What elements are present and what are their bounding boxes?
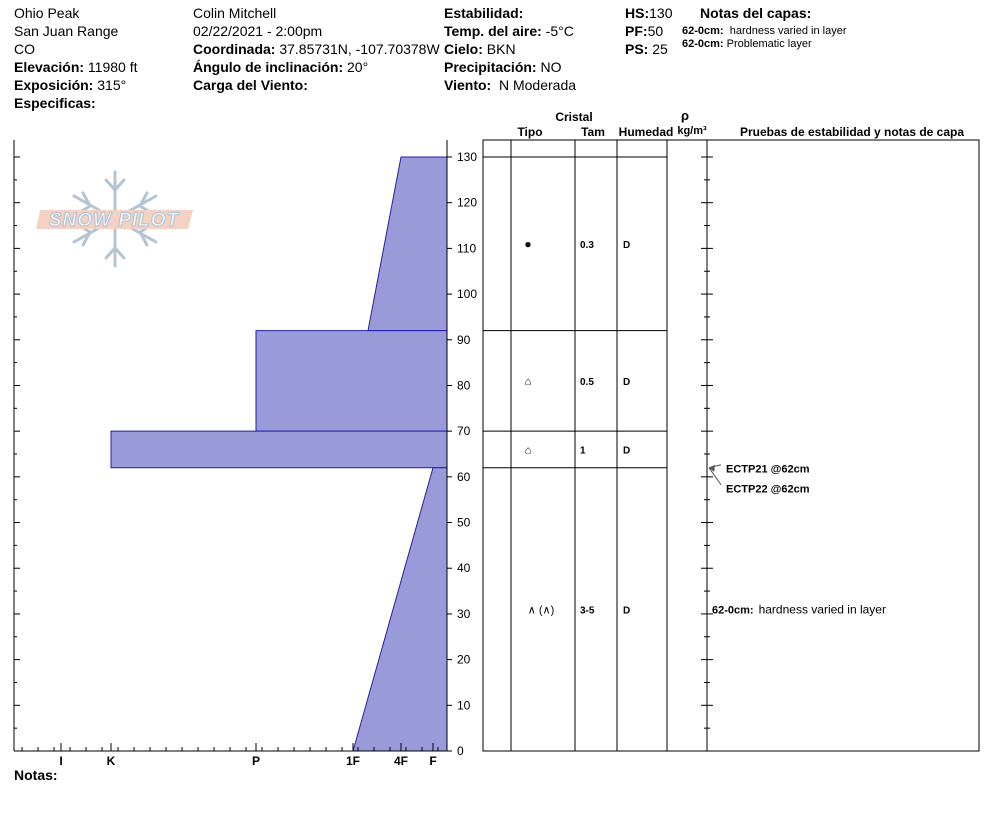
header-crystal: Cristal xyxy=(555,110,593,124)
hardness-tick-label: 1F xyxy=(345,754,361,768)
depth-tick-label: 110 xyxy=(457,241,477,256)
layer-note-2-text: Problematic layer xyxy=(726,38,812,50)
observer: Colin Mitchell xyxy=(193,5,277,21)
hardness-profile xyxy=(111,157,447,751)
depth-tick-label: 50 xyxy=(457,515,471,530)
header-size: Tam xyxy=(581,125,605,139)
depth-tick-label: 30 xyxy=(457,606,471,621)
layer-note-2-range: 62-0cm: xyxy=(682,38,724,50)
specifics-label: Especificas: xyxy=(14,95,96,111)
layer-comment-range: 62-0cm: xyxy=(712,604,754,617)
layer-note-1-text: hardness varied in layer xyxy=(729,25,847,37)
layer-crystal-type: ⌂ xyxy=(524,375,532,388)
aspect-label: Exposición: xyxy=(14,77,94,93)
layer-crystal-size: 3-5 xyxy=(580,605,595,617)
ps-label: PS: xyxy=(625,41,649,57)
layer-moisture: D xyxy=(623,239,631,251)
layer-table xyxy=(483,108,979,751)
hardness-tick-label: 4F xyxy=(393,754,409,768)
depth-tick-label: 60 xyxy=(457,469,471,484)
layer-moisture: D xyxy=(623,376,631,388)
sky-label: Cielo: xyxy=(444,41,483,57)
coord-label: Coordinada: xyxy=(193,41,276,57)
depth-tick-label: 80 xyxy=(457,378,471,393)
layer-comment xyxy=(712,602,886,616)
layer-crystal-type: ∧ (∧) xyxy=(527,604,555,617)
layer-crystal-size: 0.5 xyxy=(580,376,594,388)
air-temp-value: -5°C xyxy=(545,23,574,39)
header-density-symbol: ρ xyxy=(680,108,690,123)
depth-tick-label: 10 xyxy=(457,698,471,713)
layer-moisture: D xyxy=(623,605,631,617)
depth-tick-label: 130 xyxy=(457,150,478,164)
hardness-tick-label: K xyxy=(106,754,116,768)
hardness-tick-label: P xyxy=(251,754,261,768)
aspect-value: 315° xyxy=(97,77,127,93)
sky-value: BKN xyxy=(486,41,516,57)
pf-value: 50 xyxy=(647,23,664,39)
hardness-layer-0 xyxy=(368,157,447,331)
precip-label: Precipitación: xyxy=(444,59,537,75)
header-density-unit: kg/m³ xyxy=(677,125,707,137)
wind-value: N Moderada xyxy=(498,77,577,93)
layer-crystal-type: ⌂ xyxy=(524,444,532,457)
depth-tick-label: 0 xyxy=(457,744,464,758)
notes-label: Notas: xyxy=(14,767,58,783)
pf-label: PF: xyxy=(625,23,648,39)
depth-tick-label: 120 xyxy=(457,195,478,210)
elevation-label: Elevación: xyxy=(14,59,85,75)
depth-tick-label: 90 xyxy=(457,332,471,347)
layer-note-1-range: 62-0cm: xyxy=(682,25,724,37)
layer-table-frame xyxy=(483,140,979,751)
depth-tick-label: 40 xyxy=(457,561,471,576)
slope-label: Ángulo de inclinación: xyxy=(193,59,344,75)
layer-comment-text: hardness varied in layer xyxy=(758,602,886,617)
air-temp-label: Temp. del aire: xyxy=(444,23,542,39)
stability-test-label: ECTP22 @62cm xyxy=(726,483,810,496)
layer-notes-title: Notas del capas: xyxy=(700,5,812,21)
header-tests: Pruebas de estabilidad y notas de capa xyxy=(739,125,965,139)
range-name: San Juan Range xyxy=(14,23,119,39)
hardness-layer-2 xyxy=(111,431,447,468)
hardness-tick-label: F xyxy=(429,754,437,768)
datetime: 02/22/2021 - 2:00pm xyxy=(193,23,323,39)
test-pointer xyxy=(709,468,721,485)
coord-value: 37.85731N, -107.70378W xyxy=(279,41,440,57)
slope-value: 20° xyxy=(347,59,369,75)
ps-value: 25 xyxy=(652,41,668,57)
stability-test-label: ECTP21 @62cm xyxy=(726,463,810,476)
header-type: Tipo xyxy=(517,125,543,139)
hs-value: 130 xyxy=(649,5,673,21)
location-name: Ohio Peak xyxy=(14,5,80,21)
state-name: CO xyxy=(14,41,35,57)
stability-label: Estabilidad: xyxy=(444,5,524,21)
snowpilot-logo xyxy=(36,172,193,266)
layer-crystal-size: 0.3 xyxy=(580,239,594,251)
wind-label: Viento: xyxy=(444,77,492,93)
layer-crystal-size: 1 xyxy=(580,445,586,457)
layer-crystal-type: ● xyxy=(524,236,532,251)
hardness-layer-3 xyxy=(353,468,447,751)
depth-tick-label: 100 xyxy=(457,287,478,302)
logo-text: SNOW PILOT xyxy=(48,210,180,231)
hardness-layer-1 xyxy=(256,331,447,432)
elevation-value: 11980 ft xyxy=(87,59,138,75)
depth-tick-label: 70 xyxy=(457,424,471,439)
hs-label: HS: xyxy=(625,5,650,21)
wind-load-label: Carga del Viento: xyxy=(193,77,308,93)
depth-tick-label: 20 xyxy=(457,652,471,667)
precip-value: NO xyxy=(540,59,562,75)
layer-moisture: D xyxy=(623,445,631,457)
hardness-tick-label: I xyxy=(59,754,63,768)
header-moisture: Humedad xyxy=(618,125,674,139)
